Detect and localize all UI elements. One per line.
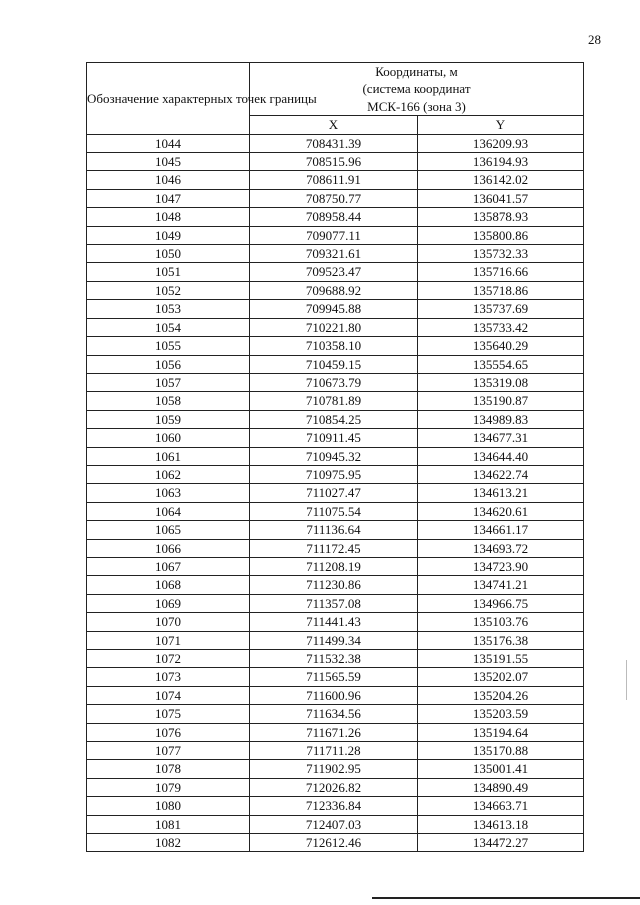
cell-point: 1059	[87, 410, 250, 428]
cell-point: 1052	[87, 281, 250, 299]
table-row	[87, 705, 584, 723]
table-row	[87, 778, 584, 796]
table-row	[87, 760, 584, 778]
cell-point: 1044	[87, 134, 250, 152]
cell-y: 134613.18	[418, 815, 584, 833]
table-row	[87, 410, 584, 428]
table-row	[87, 521, 584, 539]
cell-point: 1075	[87, 705, 250, 723]
cell-y: 136194.93	[418, 153, 584, 171]
cell-point: 1082	[87, 834, 250, 852]
table-row	[87, 686, 584, 704]
cell-x: 710975.95	[250, 465, 418, 483]
cell-point: 1056	[87, 355, 250, 373]
cell-y: 134620.61	[418, 502, 584, 520]
cell-y: 135737.69	[418, 300, 584, 318]
cell-x: 711441.43	[250, 613, 418, 631]
cell-x: 711671.26	[250, 723, 418, 741]
cell-y: 134661.17	[418, 521, 584, 539]
cell-point: 1076	[87, 723, 250, 741]
cell-y: 136209.93	[418, 134, 584, 152]
cell-y: 136041.57	[418, 189, 584, 207]
cell-point: 1071	[87, 631, 250, 649]
table-row	[87, 429, 584, 447]
cell-x: 712407.03	[250, 815, 418, 833]
cell-point: 1070	[87, 613, 250, 631]
header-coordinates-line1: Координаты, м	[375, 64, 458, 79]
cell-point: 1074	[87, 686, 250, 704]
cell-x: 711136.64	[250, 521, 418, 539]
cell-x: 709321.61	[250, 245, 418, 263]
cell-point: 1069	[87, 594, 250, 612]
cell-y: 134613.21	[418, 484, 584, 502]
table-row	[87, 281, 584, 299]
cell-y: 135202.07	[418, 668, 584, 686]
cell-x: 708431.39	[250, 134, 418, 152]
cell-x: 709945.88	[250, 300, 418, 318]
cell-x: 711711.28	[250, 742, 418, 760]
scan-edge-mark	[626, 660, 627, 700]
cell-point: 1058	[87, 392, 250, 410]
cell-y: 134966.75	[418, 594, 584, 612]
cell-y: 135718.86	[418, 281, 584, 299]
cell-point: 1066	[87, 539, 250, 557]
table-row	[87, 300, 584, 318]
cell-point: 1067	[87, 557, 250, 575]
cell-y: 135190.87	[418, 392, 584, 410]
cell-point: 1079	[87, 778, 250, 796]
cell-y: 135732.33	[418, 245, 584, 263]
table-row	[87, 834, 584, 852]
cell-x: 711208.19	[250, 557, 418, 575]
cell-x: 712026.82	[250, 778, 418, 796]
cell-point: 1077	[87, 742, 250, 760]
table-row	[87, 742, 584, 760]
cell-point: 1045	[87, 153, 250, 171]
cell-point: 1063	[87, 484, 250, 502]
cell-x: 711357.08	[250, 594, 418, 612]
table-row	[87, 392, 584, 410]
cell-y: 135554.65	[418, 355, 584, 373]
cell-x: 708750.77	[250, 189, 418, 207]
cell-x: 710358.10	[250, 337, 418, 355]
table-row	[87, 226, 584, 244]
cell-x: 710854.25	[250, 410, 418, 428]
cell-x: 711172.45	[250, 539, 418, 557]
table-row	[87, 263, 584, 281]
cell-y: 134723.90	[418, 557, 584, 575]
cell-point: 1053	[87, 300, 250, 318]
cell-x: 712336.84	[250, 797, 418, 815]
cell-y: 135878.93	[418, 208, 584, 226]
coordinates-table	[86, 62, 584, 852]
cell-y: 134693.72	[418, 539, 584, 557]
table-row	[87, 668, 584, 686]
cell-y: 134989.83	[418, 410, 584, 428]
cell-point: 1050	[87, 245, 250, 263]
cell-y: 136142.02	[418, 171, 584, 189]
header-coordinates	[250, 63, 584, 116]
cell-point: 1073	[87, 668, 250, 686]
cell-point: 1055	[87, 337, 250, 355]
cell-point: 1048	[87, 208, 250, 226]
cell-x: 710945.32	[250, 447, 418, 465]
cell-point: 1064	[87, 502, 250, 520]
cell-x: 711902.95	[250, 760, 418, 778]
page-number: 28	[588, 32, 601, 47]
table-row	[87, 465, 584, 483]
cell-x: 709077.11	[250, 226, 418, 244]
table-row	[87, 539, 584, 557]
cell-y: 135204.26	[418, 686, 584, 704]
table-row	[87, 134, 584, 152]
table-row	[87, 245, 584, 263]
cell-point: 1068	[87, 576, 250, 594]
cell-y: 134677.31	[418, 429, 584, 447]
cell-x: 708958.44	[250, 208, 418, 226]
table-row	[87, 613, 584, 631]
table-row	[87, 815, 584, 833]
table-row	[87, 171, 584, 189]
cell-y: 135176.38	[418, 631, 584, 649]
cell-point: 1046	[87, 171, 250, 189]
table-row	[87, 153, 584, 171]
table-row	[87, 631, 584, 649]
cell-point: 1047	[87, 189, 250, 207]
cell-point: 1078	[87, 760, 250, 778]
table-row	[87, 723, 584, 741]
table-header-row	[87, 63, 584, 116]
table-row	[87, 355, 584, 373]
cell-x: 711027.47	[250, 484, 418, 502]
cell-y: 134622.74	[418, 465, 584, 483]
cell-point: 1054	[87, 318, 250, 336]
cell-point: 1080	[87, 797, 250, 815]
cell-x: 711230.86	[250, 576, 418, 594]
cell-y: 134663.71	[418, 797, 584, 815]
table-row	[87, 576, 584, 594]
cell-x: 709688.92	[250, 281, 418, 299]
cell-x: 711565.59	[250, 668, 418, 686]
cell-x: 710781.89	[250, 392, 418, 410]
cell-y: 135716.66	[418, 263, 584, 281]
cell-y: 135733.42	[418, 318, 584, 336]
cell-point: 1062	[87, 465, 250, 483]
cell-x: 710673.79	[250, 373, 418, 391]
cell-y: 135640.29	[418, 337, 584, 355]
table-row	[87, 208, 584, 226]
table-row	[87, 594, 584, 612]
cell-y: 135103.76	[418, 613, 584, 631]
table-row	[87, 189, 584, 207]
cell-y: 135203.59	[418, 705, 584, 723]
table-row	[87, 373, 584, 391]
table-row	[87, 484, 584, 502]
cell-point: 1057	[87, 373, 250, 391]
cell-x: 710459.15	[250, 355, 418, 373]
table-row	[87, 502, 584, 520]
cell-x: 708515.96	[250, 153, 418, 171]
table-row	[87, 447, 584, 465]
header-point-designation: Обозначение характерных точек границы	[87, 63, 250, 135]
cell-y: 135319.08	[418, 373, 584, 391]
cell-x: 709523.47	[250, 263, 418, 281]
cell-point: 1060	[87, 429, 250, 447]
cell-y: 134644.40	[418, 447, 584, 465]
table-row	[87, 318, 584, 336]
cell-point: 1065	[87, 521, 250, 539]
cell-x: 711532.38	[250, 650, 418, 668]
cell-y: 134890.49	[418, 778, 584, 796]
cell-point: 1051	[87, 263, 250, 281]
cell-y: 135001.41	[418, 760, 584, 778]
cell-y: 134472.27	[418, 834, 584, 852]
cell-y: 135170.88	[418, 742, 584, 760]
header-y: Y	[418, 116, 584, 134]
cell-x: 710911.45	[250, 429, 418, 447]
table-row	[87, 557, 584, 575]
cell-x: 708611.91	[250, 171, 418, 189]
footer-rule	[372, 897, 640, 899]
table-row	[87, 797, 584, 815]
cell-y: 135191.55	[418, 650, 584, 668]
cell-x: 711600.96	[250, 686, 418, 704]
table-row	[87, 650, 584, 668]
table-row	[87, 337, 584, 355]
cell-x: 712612.46	[250, 834, 418, 852]
header-coordinates-line3: МСК-166 (зона 3)	[367, 98, 466, 114]
cell-y: 135194.64	[418, 723, 584, 741]
cell-x: 711499.34	[250, 631, 418, 649]
cell-x: 711634.56	[250, 705, 418, 723]
cell-x: 710221.80	[250, 318, 418, 336]
cell-x: 711075.54	[250, 502, 418, 520]
header-x: X	[250, 116, 418, 134]
cell-point: 1049	[87, 226, 250, 244]
header-coordinates-line2: (система координат	[362, 81, 471, 97]
cell-point: 1072	[87, 650, 250, 668]
cell-y: 134741.21	[418, 576, 584, 594]
cell-point: 1061	[87, 447, 250, 465]
cell-y: 135800.86	[418, 226, 584, 244]
cell-point: 1081	[87, 815, 250, 833]
